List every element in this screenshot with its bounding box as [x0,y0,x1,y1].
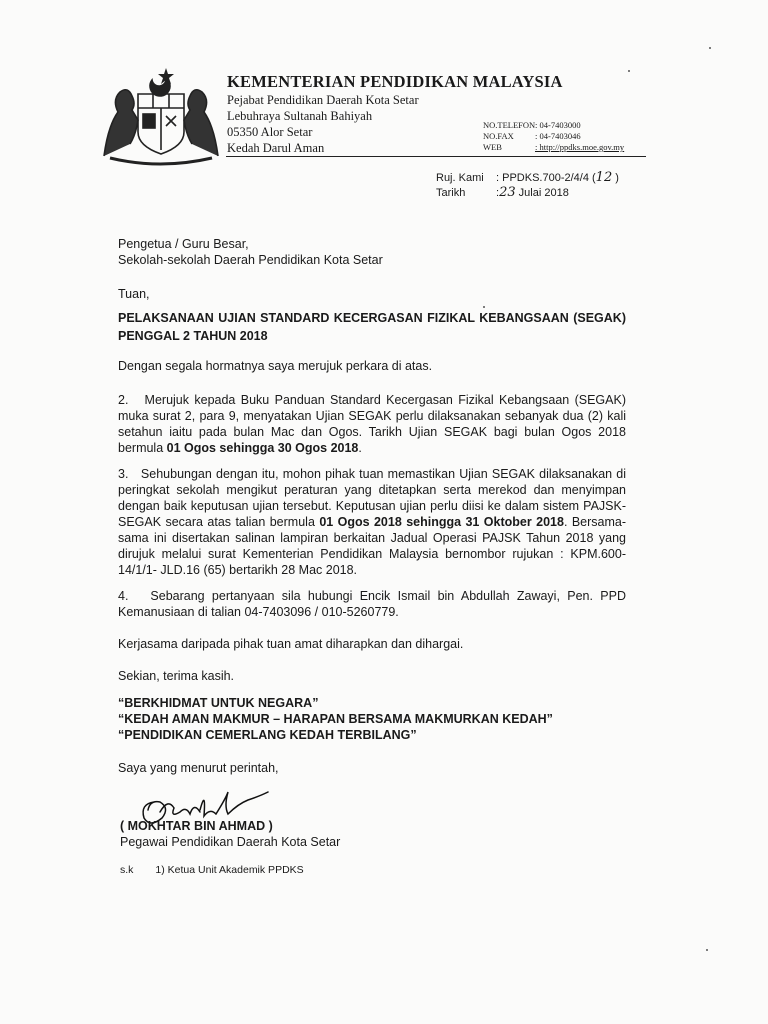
paragraph-3: 3. Sehubungan dengan itu, mohon pihak tuan memastikan Ujian SEGAK dilaksanakan di peringkat sekolah mengikut peraturan yang ditetapkan serta merekod dan menyimpan dengan baik keputusan ujian tersebut. Keputusan ujian perlu diisi ke dalam sistem PAJSK-SEGAK secara atas talian bermula 01 Ogos 2018 sehingga 31 Oktober 2018. Bersama-sama ini disertakan salinan lampiran berkaitan Jadual Operasi PAJSK Tahun 2018 yang dirujuk melalui surat Kementerian Pendidikan Malaysia bernombor rujukan : KPM.600-14/1/1- JLD.16 (65) bertarikh 28 Mac 2018. [118,467,626,577]
scan-speck [483,306,485,308]
reference-number: Ruj. Kami : PPDKS.700-2/4/4 (12 ) [436,170,619,185]
letterhead-divider [226,156,646,157]
motto-line-2: “KEDAH AMAN MAKMUR – HARAPAN BERSAMA MAKMURKAN KEDAH” [118,712,553,726]
signatory-title: Pegawai Pendidikan Daerah Kota Setar [120,835,341,849]
recipient-line-1: Pengetua / Guru Besar, [118,237,249,251]
address-line-3: 05350 Alor Setar [227,125,313,139]
paragraph-2: 2. Merujuk kepada Buku Panduan Standard Kecergasan Fizikal Kebangsaan (SEGAK) muka surat 2, para 9, menyatakan Ujian SEGAK perlu dilaksanakan sebanyak dua (2) kali setahun iaitu pada bulan Mac dan Ogos. Tarikh Ujian SEGAK bagi bulan Ogos 2018 bermula 01 Ogos sehingga 30 Ogos 2018. [118,393,626,455]
closing-appreciation: Kerjasama daripada pihak tuan amat diharapkan dan dihargai. [118,637,464,651]
scan-speck [628,70,630,72]
opening-paragraph: Dengan segala hormatnya saya merujuk perkara di atas. [118,359,433,373]
organization-name: KEMENTERIAN PENDIDIKAN MALAYSIA [227,72,563,91]
address-line-2: Lebuhraya Sultanah Bahiyah [227,109,373,123]
closing-thanks: Sekian, terima kasih. [118,669,235,683]
address-line-1: Pejabat Pendidikan Daerah Kota Setar [227,93,419,107]
contact-fax: NO.FAX : 04-7403046 [483,131,581,141]
contact-phone: NO.TELEFON: 04-7403000 [483,120,581,130]
motto-line-3: “PENDIDIKAN CEMERLANG KEDAH TERBILANG” [118,728,417,742]
contact-web: WEB : http://ppdks.moe.gov.my [483,142,625,152]
scan-speck [706,949,708,951]
signatory-name: ( MOKHTAR BIN AHMAD ) [120,819,273,833]
recipient-line-2: Sekolah-sekolah Daerah Pendidikan Kota Setar [118,253,383,267]
address-line-4: Kedah Darul Aman [227,141,325,155]
carbon-copy: s.k 1) Ketua Unit Akademik PPDKS [120,864,304,876]
coat-of-arms-logo [96,64,226,166]
scan-speck [709,47,711,49]
paragraph-4: 4. Sebarang pertanyaan sila hubungi Encik Ismail bin Abdullah Zawayi, Pen. PPD Kemanusiaan di talian 04-7403096 / 010-5260779. [118,589,626,619]
subject-heading: PELAKSANAAN UJIAN STANDARD KECERGASAN FIZIKAL KEBANGSAAN (SEGAK) PENGGAL 2 TAHUN 2018 [118,311,626,343]
motto-line-1: “BERKHIDMAT UNTUK NEGARA” [118,696,319,710]
signoff: Saya yang menurut perintah, [118,761,279,775]
salutation: Tuan, [118,287,150,301]
letter-date: Tarikh :23 Julai 2018 [436,185,569,200]
